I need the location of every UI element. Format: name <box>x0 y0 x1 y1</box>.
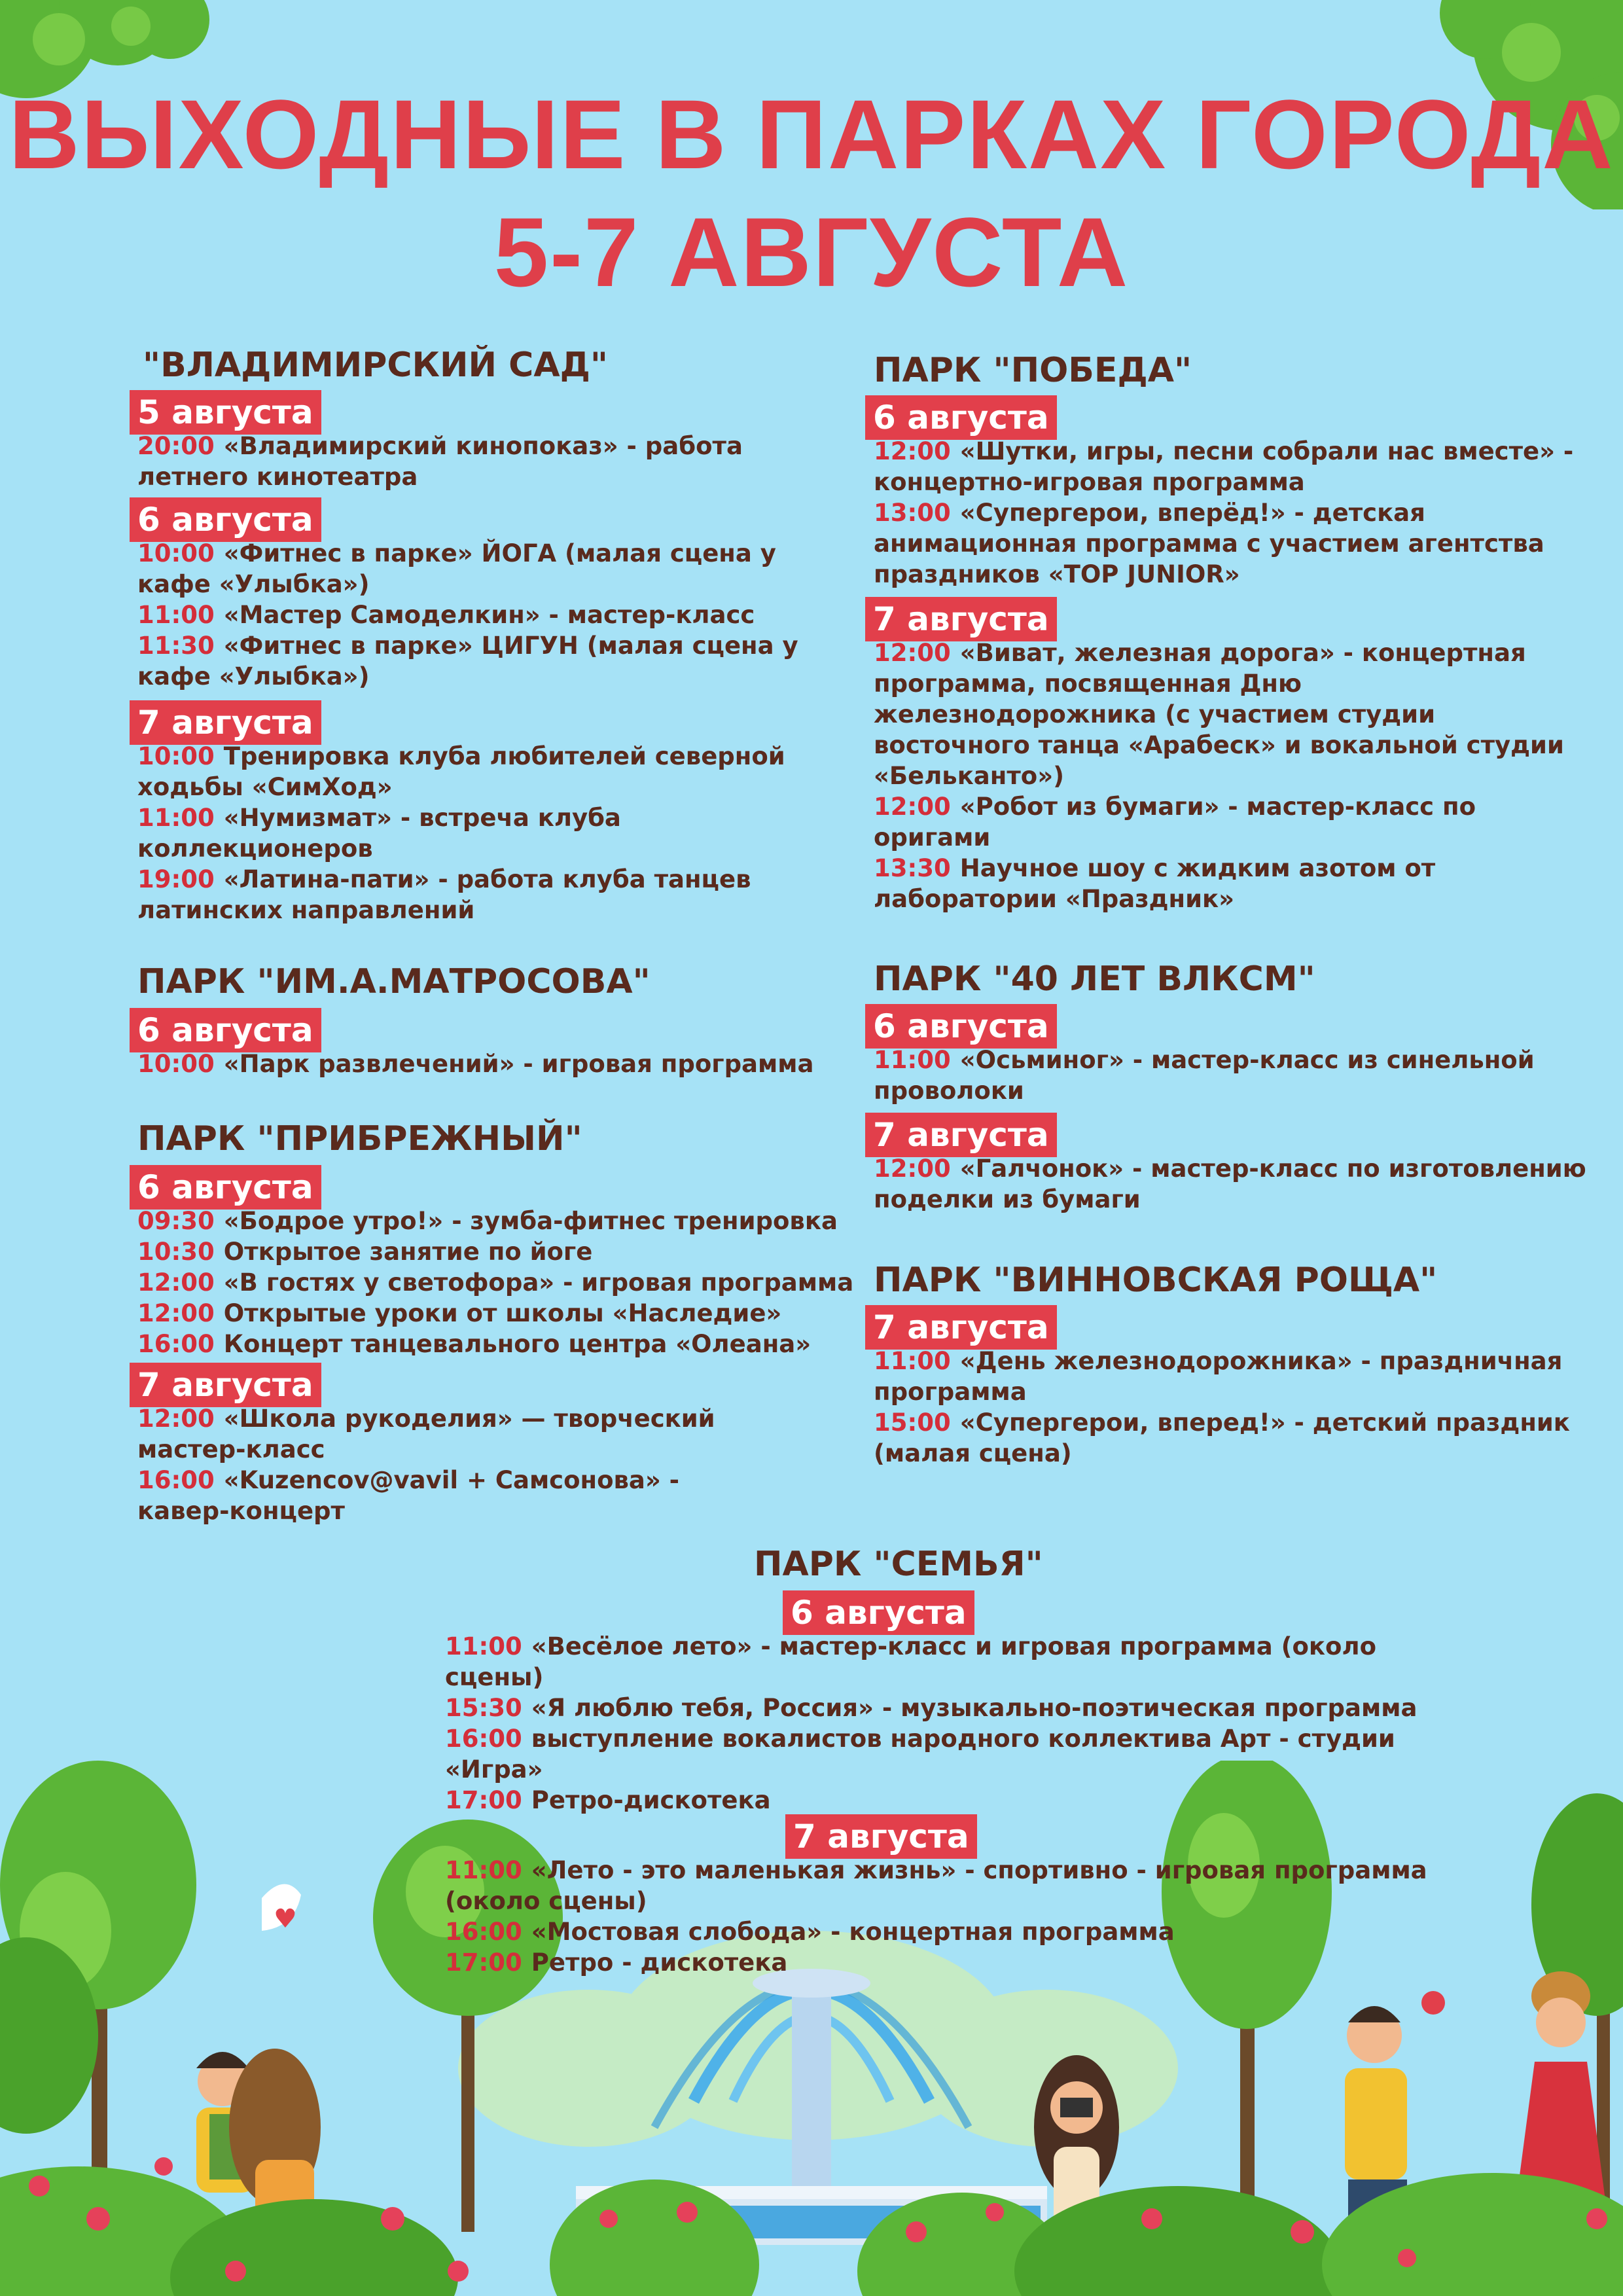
event-time: 19:00 <box>137 865 215 893</box>
event-time: 11:00 <box>874 1347 951 1375</box>
event-time: 12:00 <box>874 639 951 667</box>
event-time: 13:00 <box>874 499 951 527</box>
date-badge: 6 августа <box>130 1008 321 1052</box>
event-time: 15:00 <box>874 1408 951 1437</box>
event-time: 16:00 <box>445 1918 522 1946</box>
date-badge: 7 августа <box>865 1113 1057 1157</box>
event-time: 16:00 <box>137 1330 215 1358</box>
park-title-pobeda: ПАРК "ПОБЕДА" <box>874 351 1192 390</box>
event-time: 17:00 <box>445 1786 522 1814</box>
park-title-matrosov: ПАРК "ИМ.А.МАТРОСОВА" <box>137 962 651 1001</box>
event-item: 11:00 «Весёлое лето» - мастер-класс и игровая программа (около сцены) 15:30 «Я люблю тебя, Россия» - музыкально-поэтическая программа 16:00 выступление вокалистов народного коллектива Арт - студии «Игра» 17:00 Ретро-дискотека <box>445 1632 1418 1814</box>
date-badge: 5 августа <box>130 390 321 435</box>
date-badge: 6 августа <box>130 1165 321 1210</box>
event-time: 15:30 <box>445 1694 522 1722</box>
park-title-semya: ПАРК "СЕМЬЯ" <box>754 1545 1043 1584</box>
event-time: 20:00 <box>137 432 215 460</box>
date-badge: 6 августа <box>865 395 1057 440</box>
event-time: 12:00 <box>874 437 951 465</box>
date-badge: 6 августа <box>130 497 321 542</box>
event-item: 10:00 «Фитнес в парке» ЙОГА (малая сцена у кафе «Улыбка») 11:00 «Мастер Самоделкин» - мастер-класс 11:30 «Фитнес в парке» ЦИГУН (малая сцена у кафе «Улыбка») <box>137 539 798 691</box>
date-badge: 7 августа <box>865 597 1057 641</box>
event-item: 09:30 «Бодрое утро!» - зумба-фитнес тренировка 10:30 Открытое занятие по йоге 12:00 «В гостях у светофора» - игровая программа 12:00 Открытые уроки от школы «Наследие» 16:00 Концерт танцевального центра «Олеана» <box>137 1207 854 1358</box>
date-badge: 7 августа <box>130 1363 321 1407</box>
event-time: 12:00 <box>874 1155 951 1183</box>
event-time: 11:30 <box>137 632 215 660</box>
event-time: 12:00 <box>137 1268 215 1297</box>
event-time: 10:00 <box>137 1050 215 1078</box>
event-time: 16:00 <box>137 1466 215 1494</box>
event-item: 11:00 «Осьминог» - мастер-класс из синельной проволоки <box>874 1046 1535 1105</box>
event-item: 10:00 «Парк развлечений» - игровая программа <box>137 1050 814 1078</box>
event-item: 10:00 Тренировка клуба любителей северной ходьбы «СимХод» 11:00 «Нумизмат» - встреча клуба коллекционеров 19:00 «Латина-пати» - работа клуба танцев латинских направлений <box>137 742 785 924</box>
park-title-vinnov: ПАРК "ВИННОВСКАЯ РОЩА" <box>874 1261 1438 1300</box>
event-time: 11:00 <box>137 601 215 629</box>
svg-text:♥: ♥ <box>274 1904 297 1934</box>
event-item: 12:00 «Школа рукоделия» — творческий мастер-класс 16:00 «Kuzencov@vavil + Самсонова» - кавер-концерт <box>137 1405 715 1525</box>
event-time: 11:00 <box>445 1632 522 1660</box>
park-title-vlksm: ПАРК "40 ЛЕТ ВЛКСМ" <box>874 960 1315 999</box>
page-title-line1: ВЫХОДНЫЕ В ПАРКАХ ГОРОДА <box>9 79 1614 189</box>
event-time: 12:00 <box>137 1405 215 1433</box>
event-item: 11:00 «День железнодорожника» - праздничная программа 15:00 «Супергерои, вперед!» - детский праздник (малая сцена) <box>874 1347 1570 1467</box>
event-item: 12:00 «Шутки, игры, песни собрали нас вместе» - концертно-игровая программа 13:00 «Супергерои, вперёд!» - детская анимационная программа с участием агентства праздников «TOP JUNIOR» <box>874 437 1574 588</box>
page-title-line2: 5-7 АВГУСТА <box>493 197 1130 307</box>
event-time: 10:00 <box>137 742 215 770</box>
date-badge: 7 августа <box>130 700 321 745</box>
event-item: 11:00 «Лето - это маленькая жизнь» - спортивно - игровая программа (около сцены) 16:00 «Мостовая слобода» - концертная программа 17:00 Ретро - дискотека <box>445 1856 1427 1977</box>
event-time: 10:00 <box>137 539 215 567</box>
event-time: 16:00 <box>445 1725 522 1753</box>
event-item: 20:00 «Владимирский кинопоказ» - работа летнего кинотеатра <box>137 432 743 491</box>
event-item: 12:00 «Галчонок» - мастер-класс по изготовлению поделки из бумаги <box>874 1155 1586 1213</box>
couple-figure <box>196 1884 321 2232</box>
park-title-pribrezhny: ПАРК "ПРИБРЕЖНЫЙ" <box>137 1119 582 1158</box>
event-time: 12:00 <box>874 793 951 821</box>
date-badge: 7 августа <box>865 1305 1057 1350</box>
event-time: 13:30 <box>874 854 951 882</box>
date-badge: 6 августа <box>783 1590 974 1635</box>
event-time: 17:00 <box>445 1948 522 1977</box>
event-time: 10:30 <box>137 1238 215 1266</box>
park-title-vladimir: "ВЛАДИМИРСКИЙ САД" <box>143 346 608 385</box>
date-badge: 7 августа <box>785 1814 977 1859</box>
event-time: 11:00 <box>874 1046 951 1074</box>
event-item: 12:00 «Виват, железная дорога» - концертная программа, посвященная Дню железнодорожника (с участием студии восточного танца «Арабеск» и вокальной студии «Бельканто») 12:00 «Робот из бумаги» - мастер-класс по оригами 13:30 Научное шоу с жидким азотом от лаборатории «Праздник» <box>874 639 1564 913</box>
date-badge: 6 августа <box>865 1004 1057 1049</box>
event-time: 11:00 <box>137 804 215 832</box>
event-time: 11:00 <box>445 1856 522 1884</box>
event-time: 12:00 <box>137 1299 215 1327</box>
event-time: 09:30 <box>137 1207 215 1235</box>
